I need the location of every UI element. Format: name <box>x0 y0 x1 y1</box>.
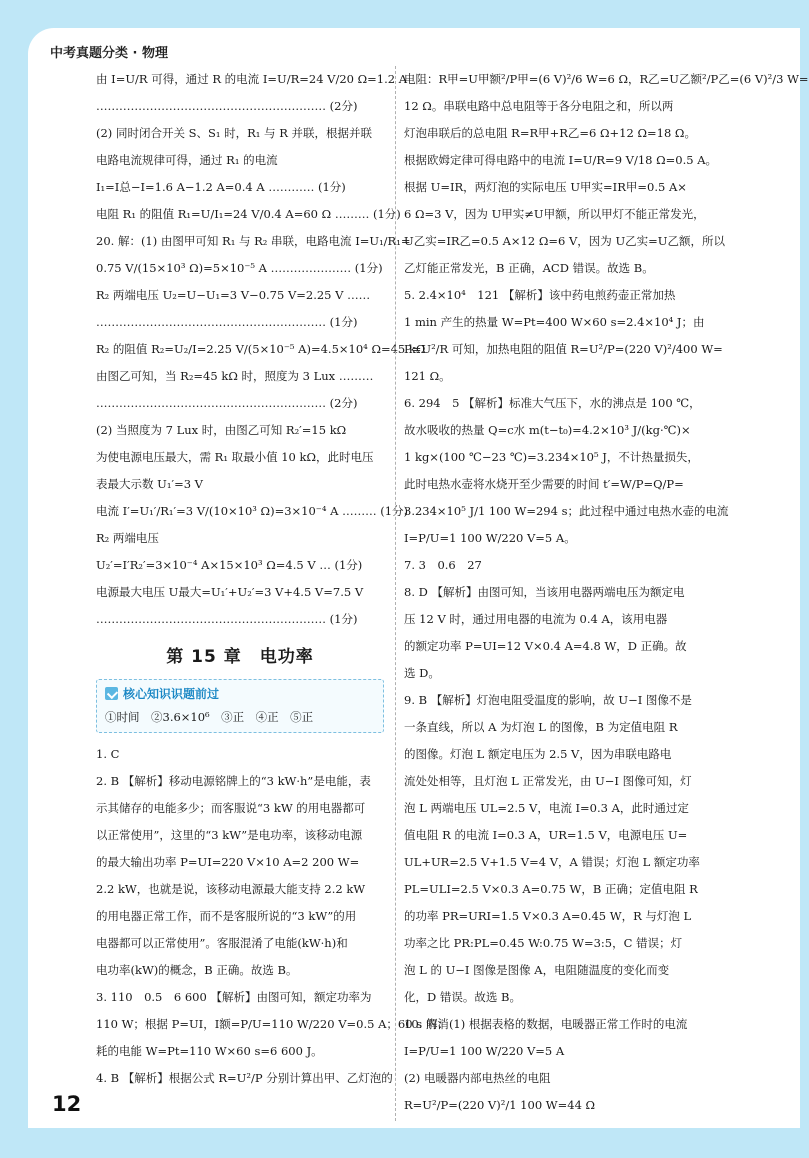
answer-line: 由 I=U/R 可得，通过 R 的电流 I=U/R=24 V/20 Ω=1.2 A <box>96 72 408 86</box>
answer-line: 1 min 产生的热量 W=Pt=400 W×60 s=2.4×10⁴ J；由 <box>404 315 705 329</box>
answer-line: 的功率 PR=URI=1.5 V×0.3 A=0.45 W，R 与灯泡 L <box>404 909 692 923</box>
answer-line: 值电阻 R 的电流 I=0.3 A，UR=1.5 V，电源电压 U= <box>404 828 688 842</box>
answer-line: 由图乙可知，当 R₂=45 kΩ 时，照度为 3 Lux ……… <box>96 369 374 383</box>
answer-line: I₁=I总−I=1.6 A−1.2 A=0.4 A ………… (1分) <box>96 180 346 194</box>
answer-line: 的用电器正常工作，而不是客服所说的“3 kW”的用 <box>96 909 357 923</box>
answer-line: 电阻：R甲=U甲额²/P甲=(6 V)²/6 W=6 Ω，R乙=U乙额²/P乙=(6 V)²/3 W= <box>404 72 809 86</box>
knowledge-box <box>96 679 384 733</box>
answer-line: 12 Ω。串联电路中总电阻等于各分电阻之和，所以两 <box>404 99 674 113</box>
answer-line: 流处处相等，且灯泡 L 正常发光，由 U−I 图像可知，灯 <box>404 774 692 788</box>
answer-line: 的图像。灯泡 L 额定电压为 2.5 V，因为串联电路电 <box>404 747 672 761</box>
knowledge-items: ①时间 ②3.6×10⁶ ③正 ④正 ⑤正 <box>105 710 314 724</box>
answer-line: …………………………………………………… (1分) <box>96 315 358 329</box>
left-answer-lines-2 <box>96 741 449 1092</box>
answer-line: 的最大输出功率 P=UI=220 V×10 A=2 200 W= <box>96 855 360 869</box>
answer-line: 电器都可以正常使用”。客服混淆了电能(kW·h)和 <box>96 936 348 950</box>
answer-line: 电阻 R₁ 的阻值 R₁=U/I₁=24 V/0.4 A=60 Ω ……… (1分) <box>96 207 401 221</box>
answer-line: 示其储存的电能多少；而客服说“3 kW 的用电器都可 <box>96 801 366 815</box>
answer-line: 压 12 V 时，通过用电器的电流为 0.4 A，该用电器 <box>404 612 668 626</box>
answer-line: U₂′=I′R₂′=3×10⁻⁴ A×15×10³ Ω=4.5 V … (1分) <box>96 558 363 572</box>
answer-line: R₂ 两端电压 <box>96 531 159 545</box>
answer-line: 耗的电能 W=Pt=110 W×60 s=6 600 J。 <box>96 1044 323 1058</box>
answer-line: …………………………………………………… (2分) <box>96 396 358 410</box>
left-answer-lines <box>96 66 426 633</box>
answer-line: 选 D。 <box>404 666 440 680</box>
answer-line: 1 kg×(100 ℃−23 ℃)=3.234×10⁵ J，不计热量损失， <box>404 450 699 464</box>
answer-line: R₂ 的阻值 R₂=U₂/I=2.25 V/(5×10⁻⁵ A)=4.5×10⁴ Ω=45 kΩ <box>96 342 426 356</box>
answer-line: 8. D 【解析】由图可知，当该用电器两端电压为额定电 <box>404 585 685 599</box>
answer-line: 电源最大电压 U最大=U₁′+U₂′=3 V+4.5 V=7.5 V <box>96 585 364 599</box>
answer-line: 121 Ω。 <box>404 369 451 383</box>
answer-line: 电路电流规律可得，通过 R₁ 的电流 <box>96 153 278 167</box>
answer-line: 灯泡串联后的总电阻 R=R甲+R乙=6 Ω+12 Ω=18 Ω。 <box>404 126 696 140</box>
answer-line: 电功率(kW)的概念，B 正确。故选 B。 <box>96 963 298 977</box>
answer-line: 以正常使用”，这里的“3 kW”是电功率，该移动电源 <box>96 828 363 842</box>
right-answer-lines <box>404 66 809 1119</box>
answer-line: 乙灯能正常发光，B 正确，ACD 错误。故选 B。 <box>404 261 654 275</box>
answer-line: U乙实=IR乙=0.5 A×12 Ω=6 V，因为 U乙实=U乙额，所以 <box>404 234 725 248</box>
knowledge-box-title <box>105 682 375 706</box>
right-column <box>404 66 809 1119</box>
answer-line: 一条直线，所以 A 为灯泡 L 的图像，B 为定值电阻 R <box>404 720 678 734</box>
answer-line: (2) 电暖器内部电热丝的电阻 <box>404 1071 551 1085</box>
answer-line: 5. 2.4×10⁴ 121 【解析】该中药电煎药壶正常加热 <box>404 288 676 302</box>
answer-line: 6 Ω=3 V，因为 U甲实≠U甲额，所以甲灯不能正常发光， <box>404 207 705 221</box>
answer-line: 2. B 【解析】移动电源铭牌上的“3 kW·h”是电能，表 <box>96 774 371 788</box>
chapter-title: 第 15 章 电功率 <box>166 647 314 667</box>
answer-line: 0.75 V/(15×10³ Ω)=5×10⁻⁵ A ………………… (1分) <box>96 261 383 275</box>
column-divider <box>395 66 397 1121</box>
answer-line: 根据 U=IR，两灯泡的实际电压 U甲实=IR甲=0.5 A× <box>404 180 687 194</box>
check-icon <box>105 687 118 700</box>
answer-line: 20. 解：(1) 由图甲可知 R₁ 与 R₂ 串联，电路电流 I=U₁/R₁= <box>96 234 411 248</box>
answer-line: 此时电热水壶将水烧开至少需要的时间 t′=W/P=Q/P= <box>404 477 684 491</box>
answer-line: 10. 解：(1) 根据表格的数据，电暖器正常工作时的电流 <box>404 1017 688 1031</box>
answer-line: R=U²/P=(220 V)²/1 100 W=44 Ω <box>404 1098 596 1112</box>
answer-line: 表最大示数 U₁′=3 V <box>96 477 203 491</box>
answer-line: UL+UR=2.5 V+1.5 V=4 V，A 错误；灯泡 L 额定功率 <box>404 855 700 869</box>
answer-line: 化，D 错误。故选 B。 <box>404 990 521 1004</box>
answer-line: …………………………………………………… (1分) <box>96 612 358 626</box>
answer-line: 功率之比 PR:PL=0.45 W:0.75 W=3:5，C 错误；灯 <box>404 936 683 950</box>
answer-line: 2.2 kW，也就是说，该移动电源最大能支持 2.2 kW <box>96 882 366 896</box>
answer-line: 7. 3 0.6 27 <box>404 558 482 572</box>
answer-line: I=P/U=1 100 W/220 V=5 A <box>404 1044 565 1058</box>
answer-line: 的额定功率 P=UI=12 V×0.4 A=4.8 W，D 正确。故 <box>404 639 687 653</box>
answer-line: R₂ 两端电压 U₂=U−U₁=3 V−0.75 V=2.25 V …… <box>96 288 371 302</box>
answer-line: 根据欧姆定律可得电路中的电流 I=U/R=9 V/18 Ω=0.5 A。 <box>404 153 718 167</box>
answer-line: 6. 294 5 【解析】标准大气压下，水的沸点是 100 ℃， <box>404 396 701 410</box>
answer-line: 1. C <box>96 747 120 761</box>
answer-line: 3. 110 0.5 6 600 【解析】由图可知，额定功率为 <box>96 990 372 1004</box>
answer-line: 3.234×10⁵ J/1 100 W=294 s；此过程中通过电热水壶的电流 <box>404 504 729 518</box>
answer-line: 9. B 【解析】灯泡电阻受温度的影响，故 U−I 图像不是 <box>404 693 692 707</box>
knowledge-title-text: 核心知识识题前过 <box>123 687 220 701</box>
answer-line: P=U²/R 可知，加热电阻的阻值 R=U²/P=(220 V)²/400 W= <box>404 342 723 356</box>
answer-line: 110 W；根据 P=UI，I额=P/U=110 W/220 V=0.5 A；60 s 内消 <box>96 1017 449 1031</box>
answer-line: 电流 I′=U₁′/R₁′=3 V/(10×10³ Ω)=3×10⁻⁴ A ……… (1分) <box>96 504 409 518</box>
answer-line: (2) 当照度为 7 Lux 时，由图乙可知 R₂′=15 kΩ <box>96 423 347 437</box>
answer-line: 泡 L 的 U−I 图像是图像 A，电阻随温度的变化而变 <box>404 963 670 977</box>
answer-line: (2) 同时闭合开关 S、S₁ 时，R₁ 与 R 并联，根据并联 <box>96 126 373 140</box>
answer-line: 故水吸收的热量 Q=c水 m(t−t₀)=4.2×10³ J/(kg·℃)× <box>404 423 691 437</box>
answer-line: …………………………………………………… (2分) <box>96 99 358 113</box>
answer-line: PL=ULI=2.5 V×0.3 A=0.75 W，B 正确；定值电阻 R <box>404 882 698 896</box>
page-header: 中考真题分类 · 物理 <box>50 46 168 61</box>
answer-line: 4. B 【解析】根据公式 R=U²/P 分别计算出甲、乙灯泡的 <box>96 1071 393 1085</box>
page-number: 12 <box>52 1092 82 1116</box>
answer-line: 为使电源电压最大，需 R₁ 取最小值 10 kΩ，此时电压 <box>96 450 374 464</box>
answer-line: 泡 L 两端电压 UL=2.5 V，电流 I=0.3 A，此时通过定 <box>404 801 689 815</box>
answer-line: I=P/U=1 100 W/220 V=5 A。 <box>404 531 576 545</box>
